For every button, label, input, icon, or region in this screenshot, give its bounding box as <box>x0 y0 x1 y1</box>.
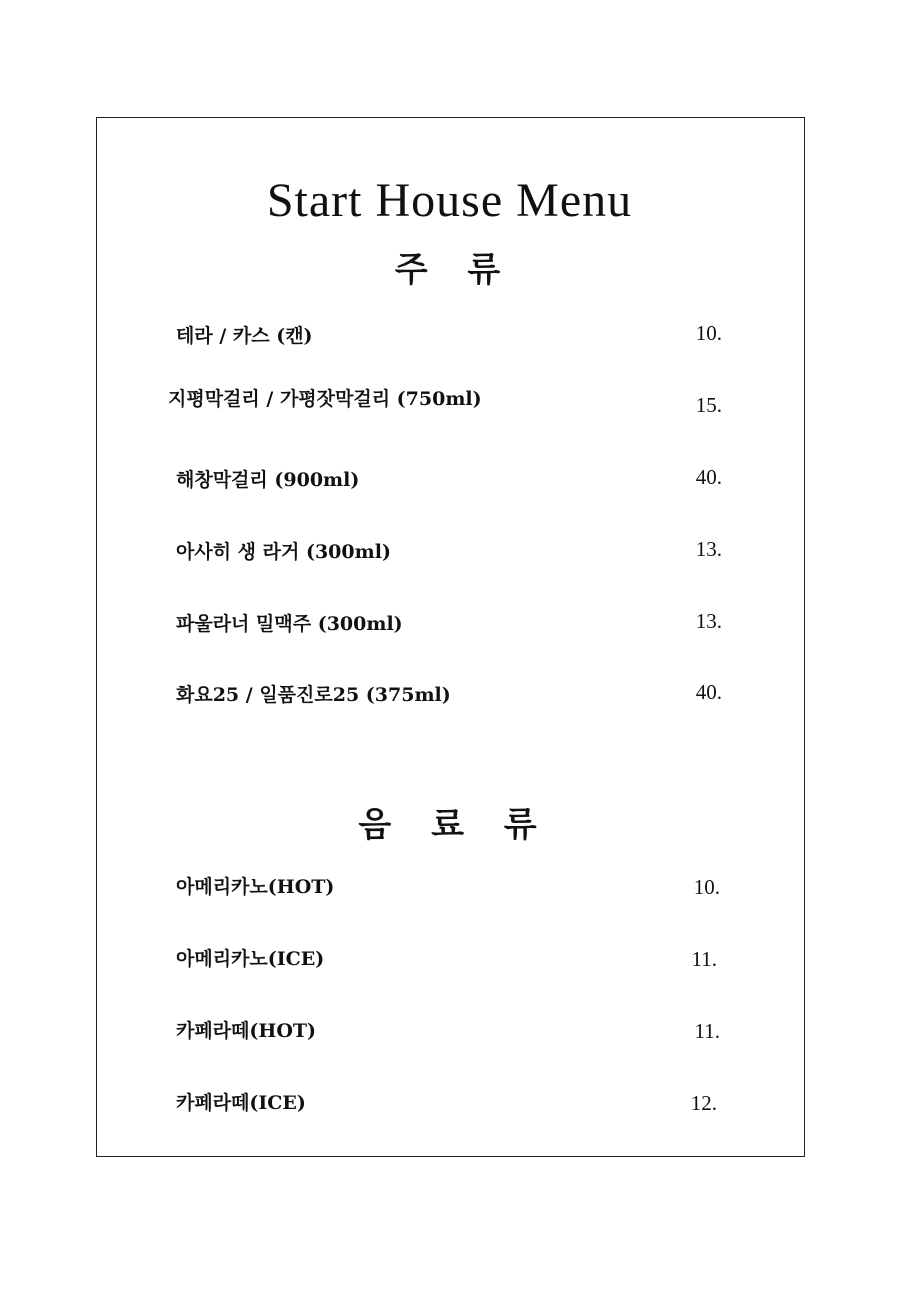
menu-item-price: 10. <box>693 875 720 899</box>
menu-item-name: 화요25 / 일품진로25 (375ml) <box>176 684 451 706</box>
section-title-beverages: 음 료 류 <box>358 805 551 845</box>
menu-item-price: 11. <box>694 1019 720 1043</box>
menu-item-name: 해창막걸리 (900ml) <box>176 469 360 491</box>
menu-item-name: 테라 / 카스 (캔) <box>176 325 313 347</box>
menu-item-name: 파울라너 밀맥주 (300ml) <box>176 613 403 635</box>
menu-item-price: 11. <box>691 947 717 971</box>
menu-item-price: 13. <box>695 537 722 561</box>
menu-item-price: 40. <box>695 465 722 489</box>
menu-item-price: 40. <box>695 680 722 704</box>
menu-item-name: 카페라떼(HOT) <box>176 1020 317 1042</box>
menu-item-name: 지평막걸리 / 가평잣막걸리 (750ml) <box>168 388 482 410</box>
menu-item-name: 아사히 생 라거 (300ml) <box>176 541 391 563</box>
menu-title: Start House Menu <box>266 174 633 227</box>
menu-item-price: 10. <box>695 321 722 345</box>
menu-item-price: 12. <box>690 1091 717 1115</box>
menu-item-name: 아메리카노(HOT) <box>176 876 335 898</box>
menu-item-price: 13. <box>695 609 722 633</box>
menu-item-price: 15. <box>695 393 722 417</box>
menu-item-name: 아메리카노(ICE) <box>176 948 325 970</box>
section-title-liquor: 주 류 <box>394 250 515 290</box>
menu-item-name: 카페라떼(ICE) <box>176 1092 306 1114</box>
